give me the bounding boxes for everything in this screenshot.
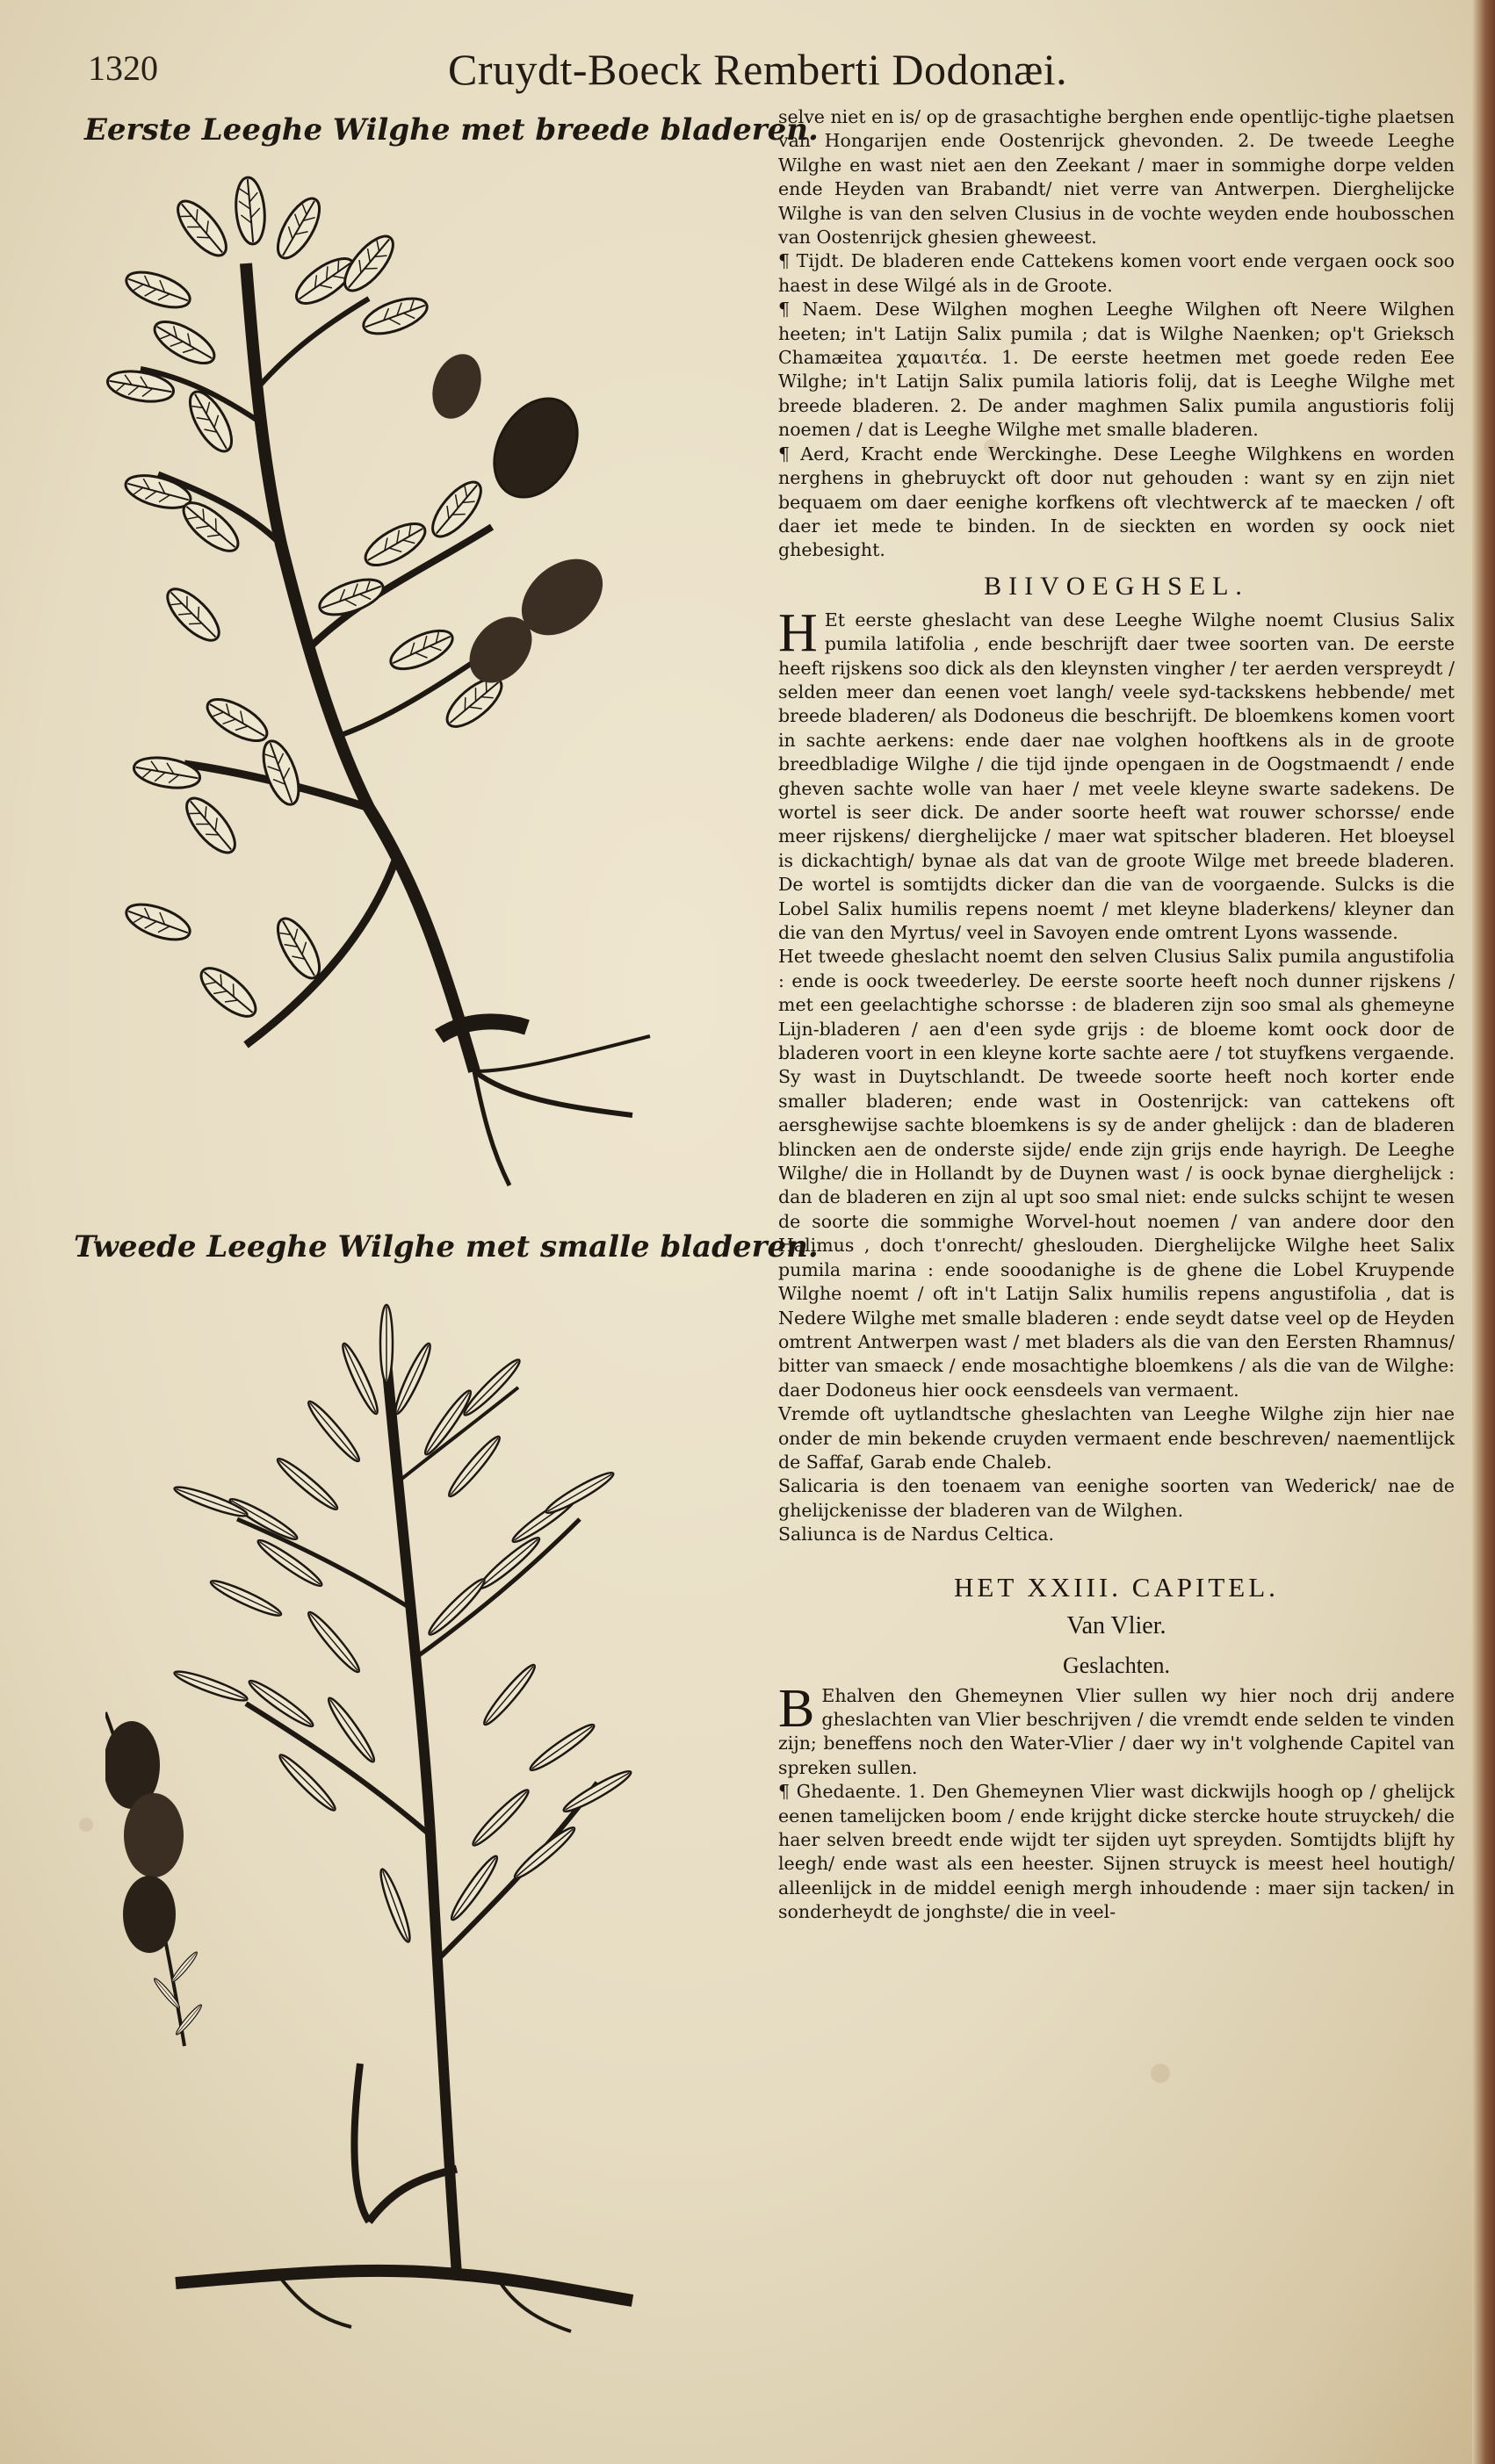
section-subheading: Geslachten.: [1062, 1652, 1170, 1678]
text-column: [778, 105, 1455, 1925]
paragraph-bijvoeghsel-5: Saliunca is de Nardus Celtica.: [778, 1524, 1055, 1545]
paragraph-tijdt: ¶ Tijdt. De bladeren ende Cattekens komen voort ende vergaen oock soo haest in dese Wilgé als in de Groote.: [778, 250, 1455, 296]
chapter-title: Van Vlier.: [1066, 1611, 1166, 1639]
paragraph-bijvoeghsel-1: Et eerste gheslacht van dese Leeghe Wilghe noemt Clusius Salix pumila latifolia , ende beschrijft daer twee soorten van. De eerste heeft rijskens soo dick als den kleynsten vingher / ter aerden verspreydt / selden meer dan eenen voet langh/ vеele syd-tackskens hebbende/ met breede bladeren/ als Dodoneus die beschrijft. De bloemkens komen voort in sachte aerkens: ende daer nae volghen hooftkens als in de groote breedbladige Wilghe / die tijd ijnde opengaen in de Oogstmaendt / ende gheven sachte wolle van haer / met veele kleyne swarte sadekens. De wortel is seer dick. De ander soorte heeft wat rouwer schorsse/ ende meer rijskens/ dierghelijcke / maer wat spitscher bladeren. Het bloeysel is dickachtigh/ bynae als dat van de groote Wilge met breede bladeren. De wortel is somtijdts dicker dan die van de voorgaende. Sulcks is die Lobel Salix humilis repens noemt / met kleyne bladerkens/ kleyner dan die van den Myrtus/ veel in Savoyen ende omtrent Lyons wassende.: [778, 609, 1455, 943]
book-title: Cruydt-Boeck Remberti Dodonæi.: [448, 45, 1068, 94]
section-heading-bijvoeghsel: BIIVOEGHSEL.: [984, 571, 1249, 601]
figure-caption-2: Tweede Leeghe Wilghe met smalle bladeren.: [74, 1229, 819, 1264]
paragraph-bijvoeghsel-3: Vremde oft uytlandtsche gheslachten van Leeghe Wilghe zijn hier nae onder de min bekende cruyden vermaent ende beschreven/ naementlijck de Saffaf, Garab ende Chaleb.: [778, 1403, 1455, 1473]
page-edge: [1472, 0, 1495, 2464]
woodcut-narrow-leaf-willow: [105, 1291, 720, 2345]
ink-stain: [79, 1818, 93, 1832]
drop-cap: B: [778, 1678, 815, 1739]
figure-caption-1: Eerste Leeghe Wilghe met breede bladeren.: [84, 112, 819, 148]
drop-cap: H: [778, 602, 818, 663]
paragraph-naem: ¶ Naem. Dese Wilghen moghen Leeghe Wilghen oft Neere Wilghen heeten; in't Latijn Salix pumila ; dat is Wilghe Naenken; op't Grieksch Chamæitea χαμαιτέα. 1. De eerste heetmen met goede reden Eee Wilghe; in't Latijn Salix pumila latioris folij, dat is Leeghe Wilghe met breede bladeren. 2. De ander maghmen Salix pumila angustioris folij noemen / dat is Leeghe Wilghe met smalle bladeren.: [778, 299, 1455, 441]
paragraph-bijvoeghsel-2: Het tweede gheslacht noemt den selven Clusius Salix pumila angustifolia : ende is oock tweederley. De eerste soorte heeft noch dunner rijskens / met een geelachtighe schorsse : de bladeren zijn soo smal als ghemeyne Lijn-bladeren / aen d'een syde grijs : de bloeme komt oock door de bladeren voort in een kleyne korte sachte aere / tot stuyfkens vergaende. Sy wast in Duytschlandt. De tweede soorte heeft noch korter ende smaller bladeren; ende wast in Oostenrijck: van cattekens oft aersghewijse sachte bloemkens is sy de ander ghelijck : dan de bladeren blincken aen de onderste sijde/ ende zijn grijs ende hayrigh. De Leeghe Wilghe/ die in Hollandt by de Duynen wast / is oock bynae dierghelijck : dan de bladeren en zijn al upt soo smal niet: ende sulcks schijnt te wesen de soorte die sommighe Worvel-hout noemen / van andere door den Halimus , doch t'onrecht/ gheslouden. Dierghelijcke Wilghe heet Salix pumila marina : ende sooodanighe is de ghene die Lobel Kruypende Wilghe noemt / oft in't Latijn Salix humilis repens angustifolia , dat is Nedere Wilghe met smalle bladeren : ende seydt datse veel op de Heyden omtrent Antwerpen wast / met bladers als die van den Eersten Rhamnus/ bitter van smaeck / ende mosachtighe bloemkens / als die van de Wilghe: daer Dodoneus hier oock eensdeels van vermaent.: [778, 946, 1455, 1401]
paragraph-vlier-1: Ehalven den Ghemeynen Vlier sullen wy hier noch drij andere gheslachten van Vlier beschrijven / die vremdt ende selden te vinden zijn; beneffens noch den Water-Vlier / daer wy in't volghende Capitel van spreken sullen.: [778, 1684, 1455, 1778]
paragraph-bijvoeghsel-4: Salicaria is den toenaem van eenighe soorten van Wederick/ nae de ghelijckenisse der bladeren van de Wilghen.: [778, 1475, 1455, 1521]
woodcut-broad-leaf-willow: [105, 158, 720, 1212]
paragraph-plaetse: selve niet en is/ op de grasachtighe berghen ende opentlijc-tighe plaetsen van Hongarijen ende Oostenrijck ghevonden. 2. De tweede Leeghe Wilghe en wast niet aen den Zeekant / maer in sommighe dorpe velden ende Heyden van Brabandt/ niet verre van Antwerpen. Dierghelijcke Wilghe is van den selven Clusius in de vochte weyden ende houbosschen van Oostenrijck ghesien ghewеest.: [778, 106, 1455, 249]
running-head: [0, 44, 1495, 105]
page-number: 1320: [88, 48, 158, 88]
ink-stain: [1151, 2064, 1170, 2083]
paragraph-vlier-ghedaente: ¶ Ghedaente. 1. Den Ghemeynen Vlier wast dickwijls hoogh op / ghelijck eenen tamelijcken boom / ende krijght dicke stercke houte struyckeh/ die haer selven breedt ende wijdt ter sijden uyt spreyden. Somtijdts blijft hy leegh/ ende wast als een heester. Sijnen struyck is meest heel houtigh/ alleenlijck in de middel eenigh mergh inhoudende : maer sijn tacken/ in sonderheydt de jonghste/ die in veel-: [778, 1781, 1455, 1923]
chapter-heading: HET XXIII. CAPITEL.: [954, 1571, 1279, 1603]
paragraph-aerd: ¶ Aerd, Kracht ende Werckinghe. Dese Leeghe Wilghkens en worden nerghens in ghebruyckt oft door nut gehouden : want sy en zijn niet bequaem om daer eenighe korfkens oft vlechtwerck af te maecken / oft daer iet mede te binden. In de sieckten en worden sy oock niet ghebesight.: [778, 443, 1455, 561]
